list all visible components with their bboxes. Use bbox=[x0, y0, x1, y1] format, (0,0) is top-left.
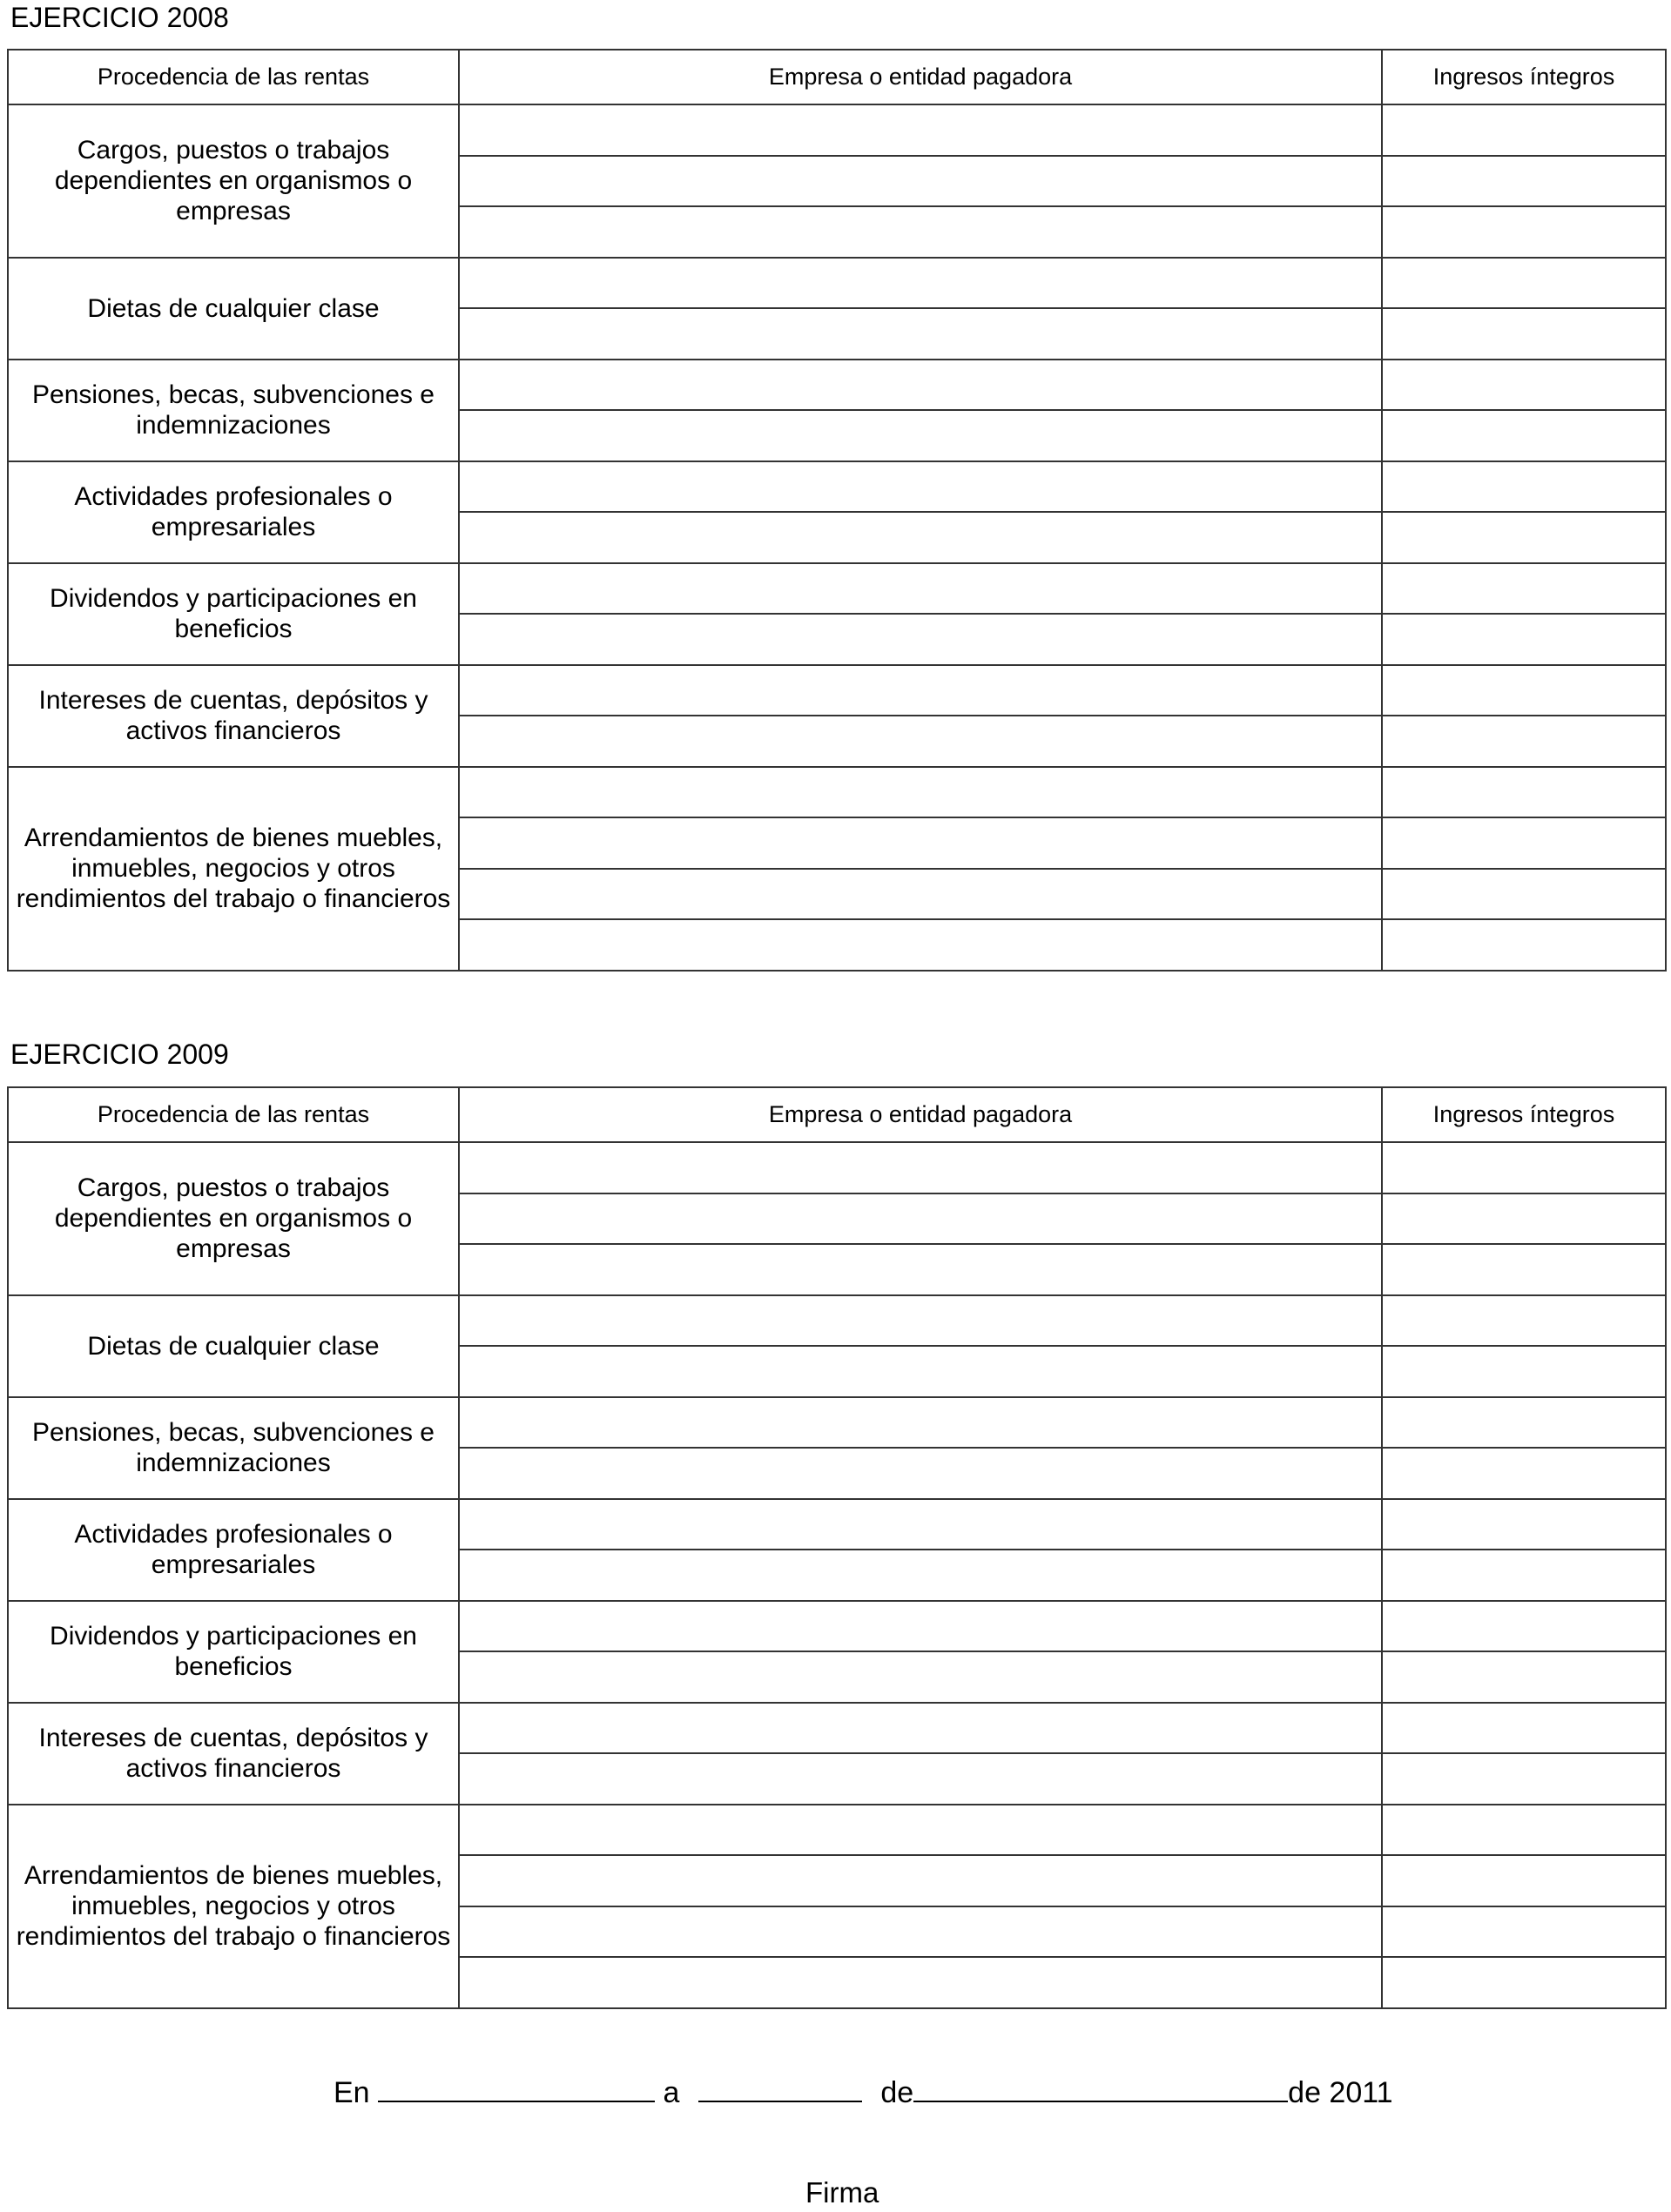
footer-label-de-year: de 2011 bbox=[1288, 2076, 1393, 2109]
income-field[interactable] bbox=[1382, 1448, 1666, 1499]
income-field[interactable] bbox=[1382, 1499, 1666, 1550]
category-dietas: Dietas de cualquier clase bbox=[8, 258, 459, 360]
footer-label-a: a bbox=[663, 2076, 680, 2109]
entity-field[interactable] bbox=[459, 1193, 1382, 1245]
entity-field[interactable] bbox=[459, 1805, 1382, 1856]
column-header-ingresos: Ingresos íntegros bbox=[1382, 50, 1666, 104]
income-field[interactable] bbox=[1382, 817, 1666, 869]
table-row bbox=[8, 461, 1666, 513]
entity-field[interactable] bbox=[459, 716, 1382, 767]
entity-field[interactable] bbox=[459, 1957, 1382, 2008]
section-title-2008: EJERCICIO 2008 bbox=[10, 2, 229, 33]
income-field[interactable] bbox=[1382, 919, 1666, 971]
footer-label-de: de bbox=[880, 2076, 914, 2109]
entity-field[interactable] bbox=[459, 563, 1382, 615]
day-blank-field[interactable] bbox=[698, 2074, 862, 2102]
category-actividades: Actividades profesionales o empresariales bbox=[8, 1499, 459, 1601]
income-field[interactable] bbox=[1382, 156, 1666, 207]
table-header-row bbox=[8, 50, 1666, 104]
entity-field[interactable] bbox=[459, 1601, 1382, 1652]
entity-field[interactable] bbox=[459, 1855, 1382, 1906]
table-row bbox=[8, 665, 1666, 716]
entity-field[interactable] bbox=[459, 614, 1382, 665]
entity-field[interactable] bbox=[459, 1295, 1382, 1347]
entity-field[interactable] bbox=[459, 206, 1382, 258]
entity-field[interactable] bbox=[459, 1448, 1382, 1499]
table-row bbox=[8, 1142, 1666, 1193]
income-field[interactable] bbox=[1382, 869, 1666, 920]
entity-field[interactable] bbox=[459, 767, 1382, 818]
income-field[interactable] bbox=[1382, 104, 1666, 156]
entity-field[interactable] bbox=[459, 1499, 1382, 1550]
table-row bbox=[8, 104, 1666, 156]
entity-field[interactable] bbox=[459, 1397, 1382, 1449]
entity-field[interactable] bbox=[459, 1651, 1382, 1703]
entity-field[interactable] bbox=[459, 817, 1382, 869]
income-field[interactable] bbox=[1382, 1550, 1666, 1601]
table-row bbox=[8, 1499, 1666, 1550]
income-field[interactable] bbox=[1382, 1805, 1666, 1856]
income-field[interactable] bbox=[1382, 1244, 1666, 1295]
table-row bbox=[8, 1601, 1666, 1652]
entity-field[interactable] bbox=[459, 1753, 1382, 1805]
entity-field[interactable] bbox=[459, 308, 1382, 360]
category-arrendamientos: Arrendamientos de bienes muebles, inmuebles, negocios y otros rendimientos del trabajo o financieros bbox=[8, 1805, 459, 2008]
table-row bbox=[8, 360, 1666, 411]
signature-label: Firma bbox=[805, 2176, 879, 2209]
entity-field[interactable] bbox=[459, 1346, 1382, 1397]
income-table-2008 bbox=[7, 49, 1667, 972]
footer-label-en: En bbox=[334, 2076, 370, 2109]
income-field[interactable] bbox=[1382, 512, 1666, 563]
category-actividades: Actividades profesionales o empresariales bbox=[8, 461, 459, 563]
section-title-2009: EJERCICIO 2009 bbox=[10, 1039, 229, 1070]
entity-field[interactable] bbox=[459, 410, 1382, 461]
income-field[interactable] bbox=[1382, 716, 1666, 767]
table-row bbox=[8, 1805, 1666, 1856]
month-blank-field[interactable] bbox=[913, 2074, 1288, 2102]
income-field[interactable] bbox=[1382, 1906, 1666, 1958]
table-header-row bbox=[8, 1087, 1666, 1142]
income-field[interactable] bbox=[1382, 206, 1666, 258]
income-field[interactable] bbox=[1382, 258, 1666, 309]
income-field[interactable] bbox=[1382, 1601, 1666, 1652]
entity-field[interactable] bbox=[459, 461, 1382, 513]
entity-field[interactable] bbox=[459, 869, 1382, 920]
entity-field[interactable] bbox=[459, 1703, 1382, 1754]
category-cargos: Cargos, puestos o trabajos dependientes en organismos o empresas bbox=[8, 104, 459, 258]
income-field[interactable] bbox=[1382, 1753, 1666, 1805]
income-field[interactable] bbox=[1382, 665, 1666, 716]
income-table-2009 bbox=[7, 1086, 1667, 2009]
column-header-procedencia: Procedencia de las rentas bbox=[8, 1087, 459, 1142]
category-intereses: Intereses de cuentas, depósitos y activos financieros bbox=[8, 1703, 459, 1805]
table-row bbox=[8, 258, 1666, 309]
income-field[interactable] bbox=[1382, 1193, 1666, 1245]
category-intereses: Intereses de cuentas, depósitos y activos financieros bbox=[8, 665, 459, 767]
category-dividendos: Dividendos y participaciones en beneficios bbox=[8, 1601, 459, 1703]
income-field[interactable] bbox=[1382, 1346, 1666, 1397]
column-header-ingresos: Ingresos íntegros bbox=[1382, 1087, 1666, 1142]
income-field[interactable] bbox=[1382, 1703, 1666, 1754]
income-field[interactable] bbox=[1382, 308, 1666, 360]
entity-field[interactable] bbox=[459, 1244, 1382, 1295]
income-field[interactable] bbox=[1382, 1142, 1666, 1193]
income-field[interactable] bbox=[1382, 614, 1666, 665]
income-field[interactable] bbox=[1382, 410, 1666, 461]
entity-field[interactable] bbox=[459, 1550, 1382, 1601]
category-dietas: Dietas de cualquier clase bbox=[8, 1295, 459, 1397]
income-field[interactable] bbox=[1382, 1855, 1666, 1906]
income-field[interactable] bbox=[1382, 360, 1666, 411]
table-row bbox=[8, 563, 1666, 615]
income-field[interactable] bbox=[1382, 1651, 1666, 1703]
entity-field[interactable] bbox=[459, 258, 1382, 309]
entity-field[interactable] bbox=[459, 512, 1382, 563]
place-blank-field[interactable] bbox=[378, 2074, 655, 2102]
entity-field[interactable] bbox=[459, 1906, 1382, 1958]
income-field[interactable] bbox=[1382, 1957, 1666, 2008]
table-row bbox=[8, 1703, 1666, 1754]
category-cargos: Cargos, puestos o trabajos dependientes en organismos o empresas bbox=[8, 1142, 459, 1295]
entity-field[interactable] bbox=[459, 104, 1382, 156]
table-row bbox=[8, 1397, 1666, 1449]
income-field[interactable] bbox=[1382, 461, 1666, 513]
entity-field[interactable] bbox=[459, 919, 1382, 971]
income-field[interactable] bbox=[1382, 563, 1666, 615]
entity-field[interactable] bbox=[459, 1142, 1382, 1193]
column-header-procedencia: Procedencia de las rentas bbox=[8, 50, 459, 104]
category-pensiones: Pensiones, becas, subvenciones e indemnizaciones bbox=[8, 1397, 459, 1499]
income-field[interactable] bbox=[1382, 767, 1666, 818]
income-field[interactable] bbox=[1382, 1295, 1666, 1347]
column-header-empresa: Empresa o entidad pagadora bbox=[459, 1087, 1382, 1142]
signature-place-date-line bbox=[334, 2074, 1393, 2110]
income-field[interactable] bbox=[1382, 1397, 1666, 1449]
column-header-empresa: Empresa o entidad pagadora bbox=[459, 50, 1382, 104]
category-pensiones: Pensiones, becas, subvenciones e indemnizaciones bbox=[8, 360, 459, 461]
entity-field[interactable] bbox=[459, 156, 1382, 207]
entity-field[interactable] bbox=[459, 665, 1382, 716]
category-dividendos: Dividendos y participaciones en beneficios bbox=[8, 563, 459, 665]
table-row bbox=[8, 767, 1666, 818]
category-arrendamientos: Arrendamientos de bienes muebles, inmuebles, negocios y otros rendimientos del trabajo o financieros bbox=[8, 767, 459, 971]
table-row bbox=[8, 1295, 1666, 1347]
entity-field[interactable] bbox=[459, 360, 1382, 411]
